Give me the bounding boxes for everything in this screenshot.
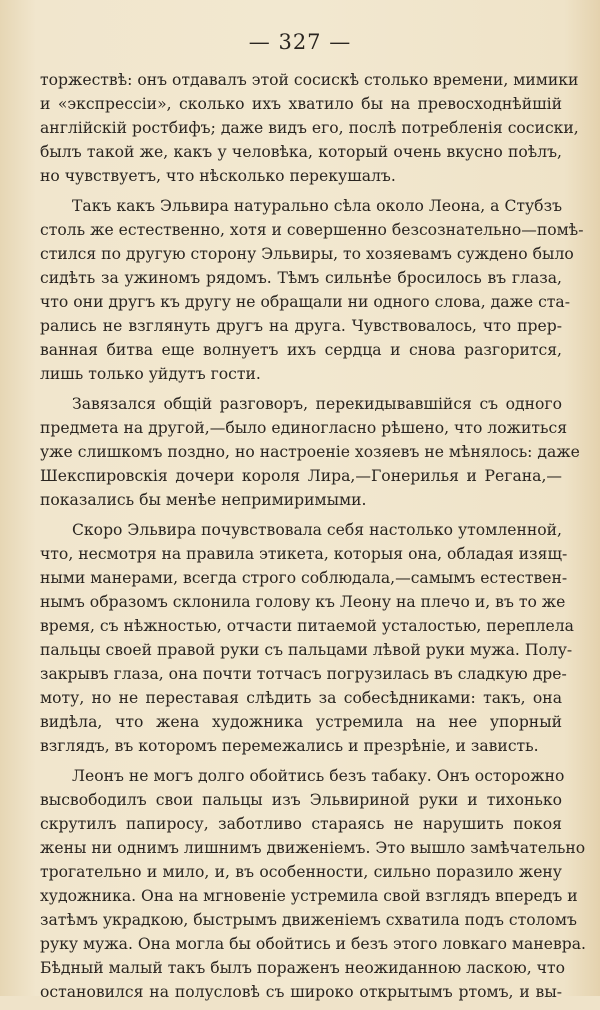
- text-line: скрутилъ папиросу, заботливо стараясь не нарушить покоя: [40, 815, 562, 833]
- paragraph: [40, 392, 580, 512]
- paragraph: [40, 68, 579, 188]
- paragraph: [40, 518, 574, 758]
- text-line: показались бы менѣе непримиримыми.: [40, 491, 367, 509]
- text-line: что они другъ къ другу не обращали ни одного слова, даже ста-: [40, 293, 570, 311]
- text-line: торжествѣ: онъ отдавалъ этой сосискѣ столько времени, мимики: [40, 71, 579, 89]
- text-line: художника. Она на мгновеніе устремила свой взглядъ впередъ и: [40, 887, 578, 905]
- text-line: уже слишкомъ поздно, но настроеніе хозяевъ не мѣнялось: даже: [40, 443, 580, 461]
- text-line: видѣла, что жена художника устремила на нее упорный: [40, 713, 562, 731]
- text-line: взглядъ, въ которомъ перемежались и презрѣніе, и зависть.: [40, 737, 539, 755]
- text-line: закрывъ глаза, она почти тотчасъ погрузилась въ сладкую дре-: [40, 665, 567, 683]
- text-line: нымъ образомъ склонила голову къ Леону на плечо и, въ то же: [40, 593, 566, 611]
- text-line: руку мужа. Она могла бы обойтись и безъ этого ловкаго маневра.: [40, 935, 586, 953]
- text-line: Леонъ не могъ долго обойтись безъ табаку. Онъ осторожно: [72, 767, 565, 785]
- text-line: Бѣдный малый такъ былъ пораженъ неожиданною ласкою, что: [40, 959, 565, 977]
- text-line: пальцы своей правой руки съ пальцами лѣвой руки мужа. Полу-: [40, 641, 573, 659]
- text-line: англійскій ростбифъ; даже видъ его, послѣ потребленія сосиски,: [40, 119, 579, 137]
- text-line: сидѣть за ужиномъ рядомъ. Тѣмъ сильнѣе бросилось въ глаза,: [40, 269, 562, 287]
- paragraph: [40, 194, 584, 386]
- text-line: но чувствуетъ, что нѣсколько перекушалъ.: [40, 167, 396, 185]
- text-line: Шекспировскія дочери короля Лира,—Гонерилья и Регана,—: [40, 467, 562, 485]
- text-line: время, съ нѣжностью, отчасти питаемой усталостью, переплела: [40, 617, 574, 635]
- text-line: былъ такой же, какъ у человѣка, который очень вкусно поѣлъ,: [40, 143, 562, 161]
- text-line: Скоро Эльвира почувствовала себя настолько утомленной,: [72, 521, 562, 539]
- text-line: стился по другую сторону Эльвиры, то хозяевамъ суждено было: [40, 245, 574, 263]
- paragraph: [40, 764, 586, 1004]
- text-line: трогательно и мило, и, въ особенности, сильно поразило жену: [40, 863, 562, 881]
- text-line: Такъ какъ Эльвира натурально сѣла около Леона, а Стубзъ: [72, 197, 562, 215]
- text-line: остановился на полусловѣ съ широко открытымъ ртомъ, и вы-: [40, 983, 562, 1001]
- text-line: жены ни однимъ лишнимъ движеніемъ. Это вышло замѣчательно: [40, 839, 586, 857]
- text-line: предмета на другой,—было единогласно рѣшено, что ложиться: [40, 419, 568, 437]
- text-line: моту, но не переставая слѣдить за собесѣдниками: такъ, она: [40, 689, 562, 707]
- text-line: и «экспрессіи», сколько ихъ хватило бы на превосходнѣйшій: [40, 95, 562, 113]
- text-line: что, несмотря на правила этикета, которыя она, обладая изящ-: [40, 545, 568, 563]
- text-line: затѣмъ украдкою, быстрымъ движеніемъ схватила подъ столомъ: [40, 911, 577, 929]
- text-line: лишь только уйдутъ гости.: [40, 365, 261, 383]
- text-line: столь же естественно, хотя и совершенно безсознательно—помѣ-: [40, 221, 584, 239]
- text-line: рались не взглянуть другъ на друга. Чувствовалось, что прер-: [40, 317, 562, 335]
- text-line: ванная битва еще волнуетъ ихъ сердца и снова разгорится,: [40, 341, 562, 359]
- text-line: ными манерами, всегда строго соблюдала,—самымъ естествен-: [40, 569, 568, 587]
- text-line: высвободилъ свои пальцы изъ Эльвириной руки и тихонько: [40, 791, 562, 809]
- body-text: [40, 68, 586, 1010]
- text-line: Завязался общій разговоръ, перекидывавшійся съ одного: [72, 395, 562, 413]
- page-number: — 327 —: [248, 30, 352, 54]
